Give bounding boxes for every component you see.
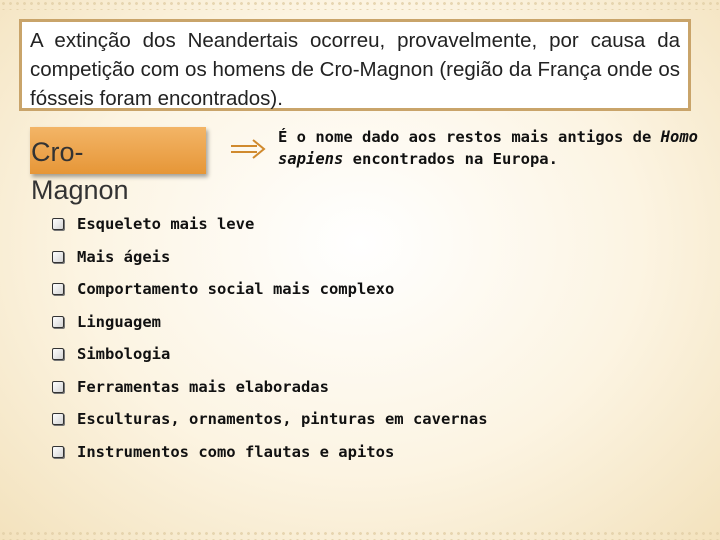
list-item <box>52 306 488 339</box>
list-item-label: Comportamento social mais complexo <box>77 280 395 299</box>
list-item-label: Instrumentos como flautas e apitos <box>77 442 395 461</box>
checkbox-bullet-icon <box>52 316 64 328</box>
checkbox-bullet-icon <box>52 283 64 295</box>
list-item <box>52 403 488 436</box>
list-item <box>52 241 488 274</box>
checkbox-bullet-icon <box>52 446 64 458</box>
checkbox-bullet-icon <box>52 251 64 263</box>
list-item-label: Mais ágeis <box>77 247 171 266</box>
list-item-label: Esqueleto mais leve <box>77 215 255 234</box>
list-item <box>52 208 488 241</box>
term-label: Cro-Magnon <box>31 137 129 205</box>
list-item <box>52 371 488 404</box>
checkbox-bullet-icon <box>52 381 64 393</box>
right-arrow-icon <box>229 137 267 161</box>
list-item-label: Ferramentas mais elaboradas <box>77 377 329 396</box>
list-item <box>52 273 488 306</box>
list-item <box>52 338 488 371</box>
list-item-label: Simbologia <box>77 345 171 364</box>
decorative-dot-border-bottom <box>0 530 720 540</box>
checkbox-bullet-icon <box>52 413 64 425</box>
decorative-dot-border-top <box>0 0 720 10</box>
intro-text-box <box>19 19 691 111</box>
checkbox-bullet-icon <box>52 218 64 230</box>
checkbox-bullet-icon <box>52 348 64 360</box>
definition-species-name: Homo sapiens <box>278 128 698 168</box>
definition-text-start: É o nome dado aos restos mais antigos de <box>278 128 661 146</box>
list-item-label: Linguagem <box>77 312 161 331</box>
definition-text-end: encontrados na Europa. <box>343 150 558 168</box>
list-item <box>52 436 488 469</box>
term-definition <box>278 126 698 170</box>
characteristics-list <box>52 208 488 468</box>
list-item-label: Esculturas, ornamentos, pinturas em cavernas <box>77 410 488 429</box>
intro-paragraph: A extinção dos Neandertais ocorreu, provavelmente, por causa da competição com os homens de Cro-Magnon (região da França onde os fósseis foram encontrados). <box>30 29 680 110</box>
